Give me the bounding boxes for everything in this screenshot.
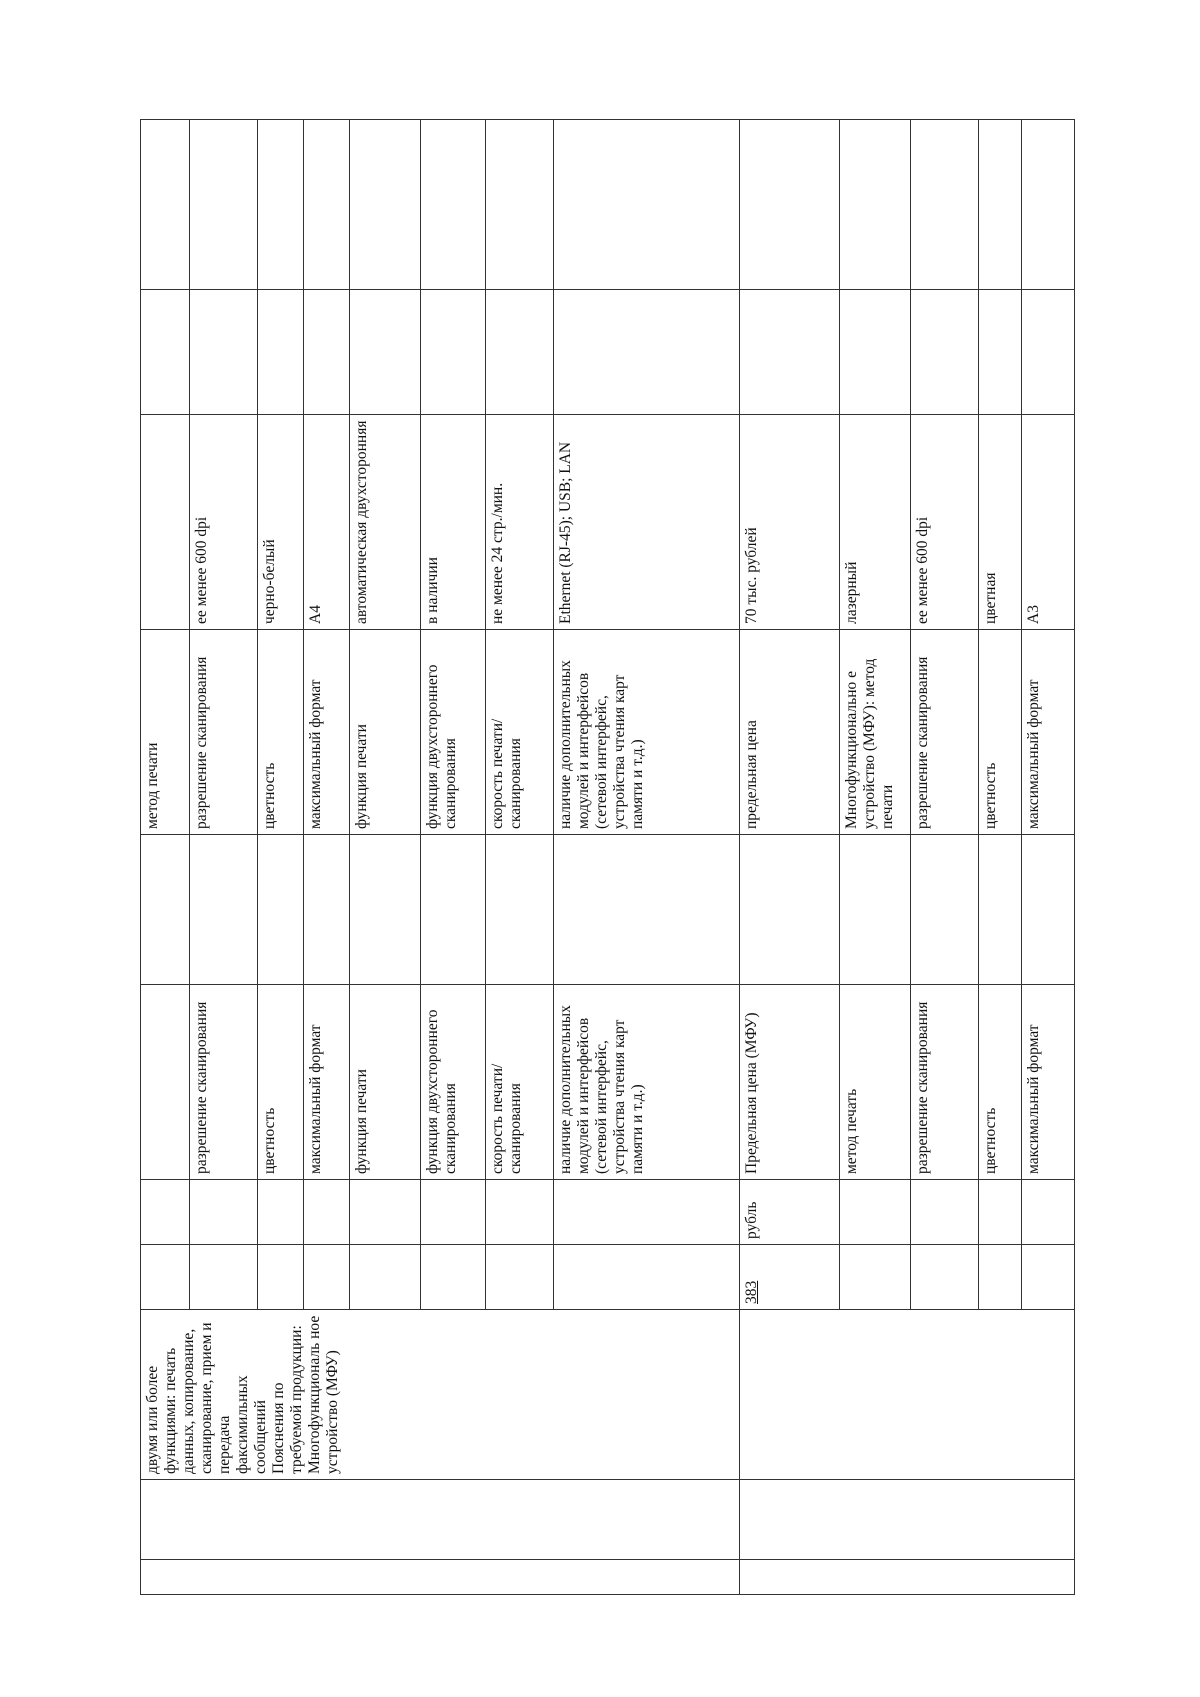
table-cell-extra — [553, 290, 739, 415]
table-cell-extra — [349, 290, 420, 415]
table-cell-value-2: лазерный — [840, 415, 911, 630]
table-cell-value-2: ее менее 600 dpi — [911, 415, 979, 630]
table-cell-extra-2 — [349, 120, 420, 290]
table-cell-value-2: черно-белый — [257, 415, 303, 630]
table-cell-blank — [739, 1480, 1074, 1560]
table-cell-extra — [486, 290, 554, 415]
table-cell-value — [141, 835, 190, 985]
table-cell-unit — [553, 1180, 739, 1245]
table-cell-code — [303, 1245, 349, 1310]
table-cell-edge — [739, 1560, 1074, 1595]
table-cell-unit — [257, 1180, 303, 1245]
table-cell-characteristic-2: Многофункционально е устройство (МФУ): метод печати — [840, 630, 911, 835]
table-cell-value — [303, 835, 349, 985]
table-cell-code — [190, 1245, 258, 1310]
table-cell-value-2: в наличии — [420, 415, 486, 630]
table-cell-extra-2 — [978, 120, 1022, 290]
table-cell-code — [257, 1245, 303, 1310]
table-cell-characteristic-2: разрешение сканирования — [911, 630, 979, 835]
table-cell-value — [420, 835, 486, 985]
table-cell-value — [349, 835, 420, 985]
table-cell-characteristic: наличие дополнительных модулей и интерфейсов (сетевой интерфейс, устройства чтения карт памяти и т.д.) — [553, 985, 739, 1180]
table-cell-characteristic-2: предельная цена — [739, 630, 840, 835]
table-cell-extra — [1022, 290, 1075, 415]
table-cell-blank — [739, 1310, 1074, 1480]
table-cell-unit — [303, 1180, 349, 1245]
table-cell-code — [840, 1245, 911, 1310]
table-cell-extra — [190, 290, 258, 415]
table-cell-characteristic: разрешение сканирования — [911, 985, 979, 1180]
table-cell-extra — [141, 290, 190, 415]
table-cell-unit — [978, 1180, 1022, 1245]
table-cell-edge — [141, 1560, 740, 1595]
table-cell-unit — [1022, 1180, 1075, 1245]
table-cell-characteristic-2: метод печати — [141, 630, 190, 835]
table-cell-value-2: автоматическая двухсторонняя — [349, 415, 420, 630]
table-cell-characteristic-2: наличие дополнительных модулей и интерфейсов (сетевой интерфейс, устройства чтения карт памяти и т.д.) — [553, 630, 739, 835]
table-cell-extra — [978, 290, 1022, 415]
table-cell-blank — [141, 1480, 740, 1560]
table-cell-code — [911, 1245, 979, 1310]
table-cell-value — [978, 835, 1022, 985]
table-cell-value-2: А4 — [303, 415, 349, 630]
product-explanations-text: Пояснения по требуемой продукции: Многофункциональ ное устройство (МФУ) — [270, 1315, 341, 1474]
table-cell-extra-2 — [420, 120, 486, 290]
table-cell-characteristic: цветность — [257, 985, 303, 1180]
table-cell-code — [1022, 1245, 1075, 1310]
table-cell-code — [553, 1245, 739, 1310]
table-cell-value — [257, 835, 303, 985]
table-cell-value-2: 70 тыс. рублей — [739, 415, 840, 630]
table-cell-characteristic: максимальный формат — [303, 985, 349, 1180]
table-cell-extra-2 — [141, 120, 190, 290]
table-cell-value-2: цветная — [978, 415, 1022, 630]
table-cell-characteristic: цветность — [978, 985, 1022, 1180]
table-cell-characteristic-2: функция двухстороннего сканирования — [420, 630, 486, 835]
table-cell-extra-2 — [1022, 120, 1075, 290]
table-cell-characteristic: метод печать — [840, 985, 911, 1180]
table-cell-unit: рубль — [739, 1180, 840, 1245]
table-row — [141, 120, 190, 1595]
table-cell-extra-2 — [553, 120, 739, 290]
table-cell-code — [349, 1245, 420, 1310]
table-cell-extra-2 — [257, 120, 303, 290]
table-cell-characteristic-2: функция печати — [349, 630, 420, 835]
table-cell-extra — [420, 290, 486, 415]
table-cell-value-2: А3 — [1022, 415, 1075, 630]
table-cell-value — [911, 835, 979, 985]
table-cell-code — [739, 1245, 840, 1310]
table-cell-unit — [420, 1180, 486, 1245]
characteristics-table — [140, 119, 1075, 1595]
table-cell-value-2: не менее 24 стр./мин. — [486, 415, 554, 630]
table-cell-characteristic-2: цветность — [978, 630, 1022, 835]
table-cell-unit — [190, 1180, 258, 1245]
table-cell-characteristic: функция двухстороннего сканирования — [420, 985, 486, 1180]
table-cell-characteristic: разрешение сканирования — [190, 985, 258, 1180]
table-cell-extra-2 — [840, 120, 911, 290]
table-cell-product-functions — [141, 1310, 740, 1480]
table-cell-characteristic-2: максимальный формат — [303, 630, 349, 835]
table-cell-code — [486, 1245, 554, 1310]
table-cell-unit — [840, 1180, 911, 1245]
table-cell-characteristic: скорость печати/сканирования — [486, 985, 554, 1180]
table-cell-characteristic: максимальный формат — [1022, 985, 1075, 1180]
rotated-table-container — [140, 120, 1075, 1595]
table-cell-unit — [911, 1180, 979, 1245]
table-cell-characteristic: функция печати — [349, 985, 420, 1180]
table-cell-value — [553, 835, 739, 985]
table-cell-characteristic-2: максимальный формат — [1022, 630, 1075, 835]
table-cell-extra-2 — [190, 120, 258, 290]
table-cell-unit — [486, 1180, 554, 1245]
table-cell-extra-2 — [486, 120, 554, 290]
product-functions-text: двумя или более функциями: печать данных, копирование, сканирование, прием и передача факсимильных сообщений — [144, 1322, 269, 1474]
table-cell-code — [141, 1245, 190, 1310]
table-cell-characteristic-2: цветность — [257, 630, 303, 835]
table-cell-characteristic — [141, 985, 190, 1180]
table-cell-value — [840, 835, 911, 985]
table-cell-value — [1022, 835, 1075, 985]
table-cell-characteristic-2: разрешение сканирования — [190, 630, 258, 835]
table-cell-characteristic-2: скорость печати/сканирования — [486, 630, 554, 835]
table-cell-unit — [141, 1180, 190, 1245]
table-cell-value — [486, 835, 554, 985]
table-row — [739, 120, 840, 1595]
table-cell-extra-2 — [303, 120, 349, 290]
table-cell-unit — [349, 1180, 420, 1245]
table-cell-extra — [840, 290, 911, 415]
table-cell-extra — [303, 290, 349, 415]
table-cell-value — [739, 835, 840, 985]
table-cell-code — [420, 1245, 486, 1310]
table-cell-value-2: ее менее 600 dpi — [190, 415, 258, 630]
table-cell-value-2 — [141, 415, 190, 630]
table-cell-extra — [911, 290, 979, 415]
table-cell-extra — [257, 290, 303, 415]
table-cell-extra-2 — [911, 120, 979, 290]
table-cell-extra — [739, 290, 840, 415]
table-cell-code — [978, 1245, 1022, 1310]
table-cell-extra-2 — [739, 120, 840, 290]
table-cell-value-2: Ethernet (RJ-45); USB; LAN — [553, 415, 739, 630]
table-cell-characteristic: Предельная цена (МФУ) — [739, 985, 840, 1180]
okei-code: 383 — [742, 1280, 760, 1304]
table-cell-value — [190, 835, 258, 985]
